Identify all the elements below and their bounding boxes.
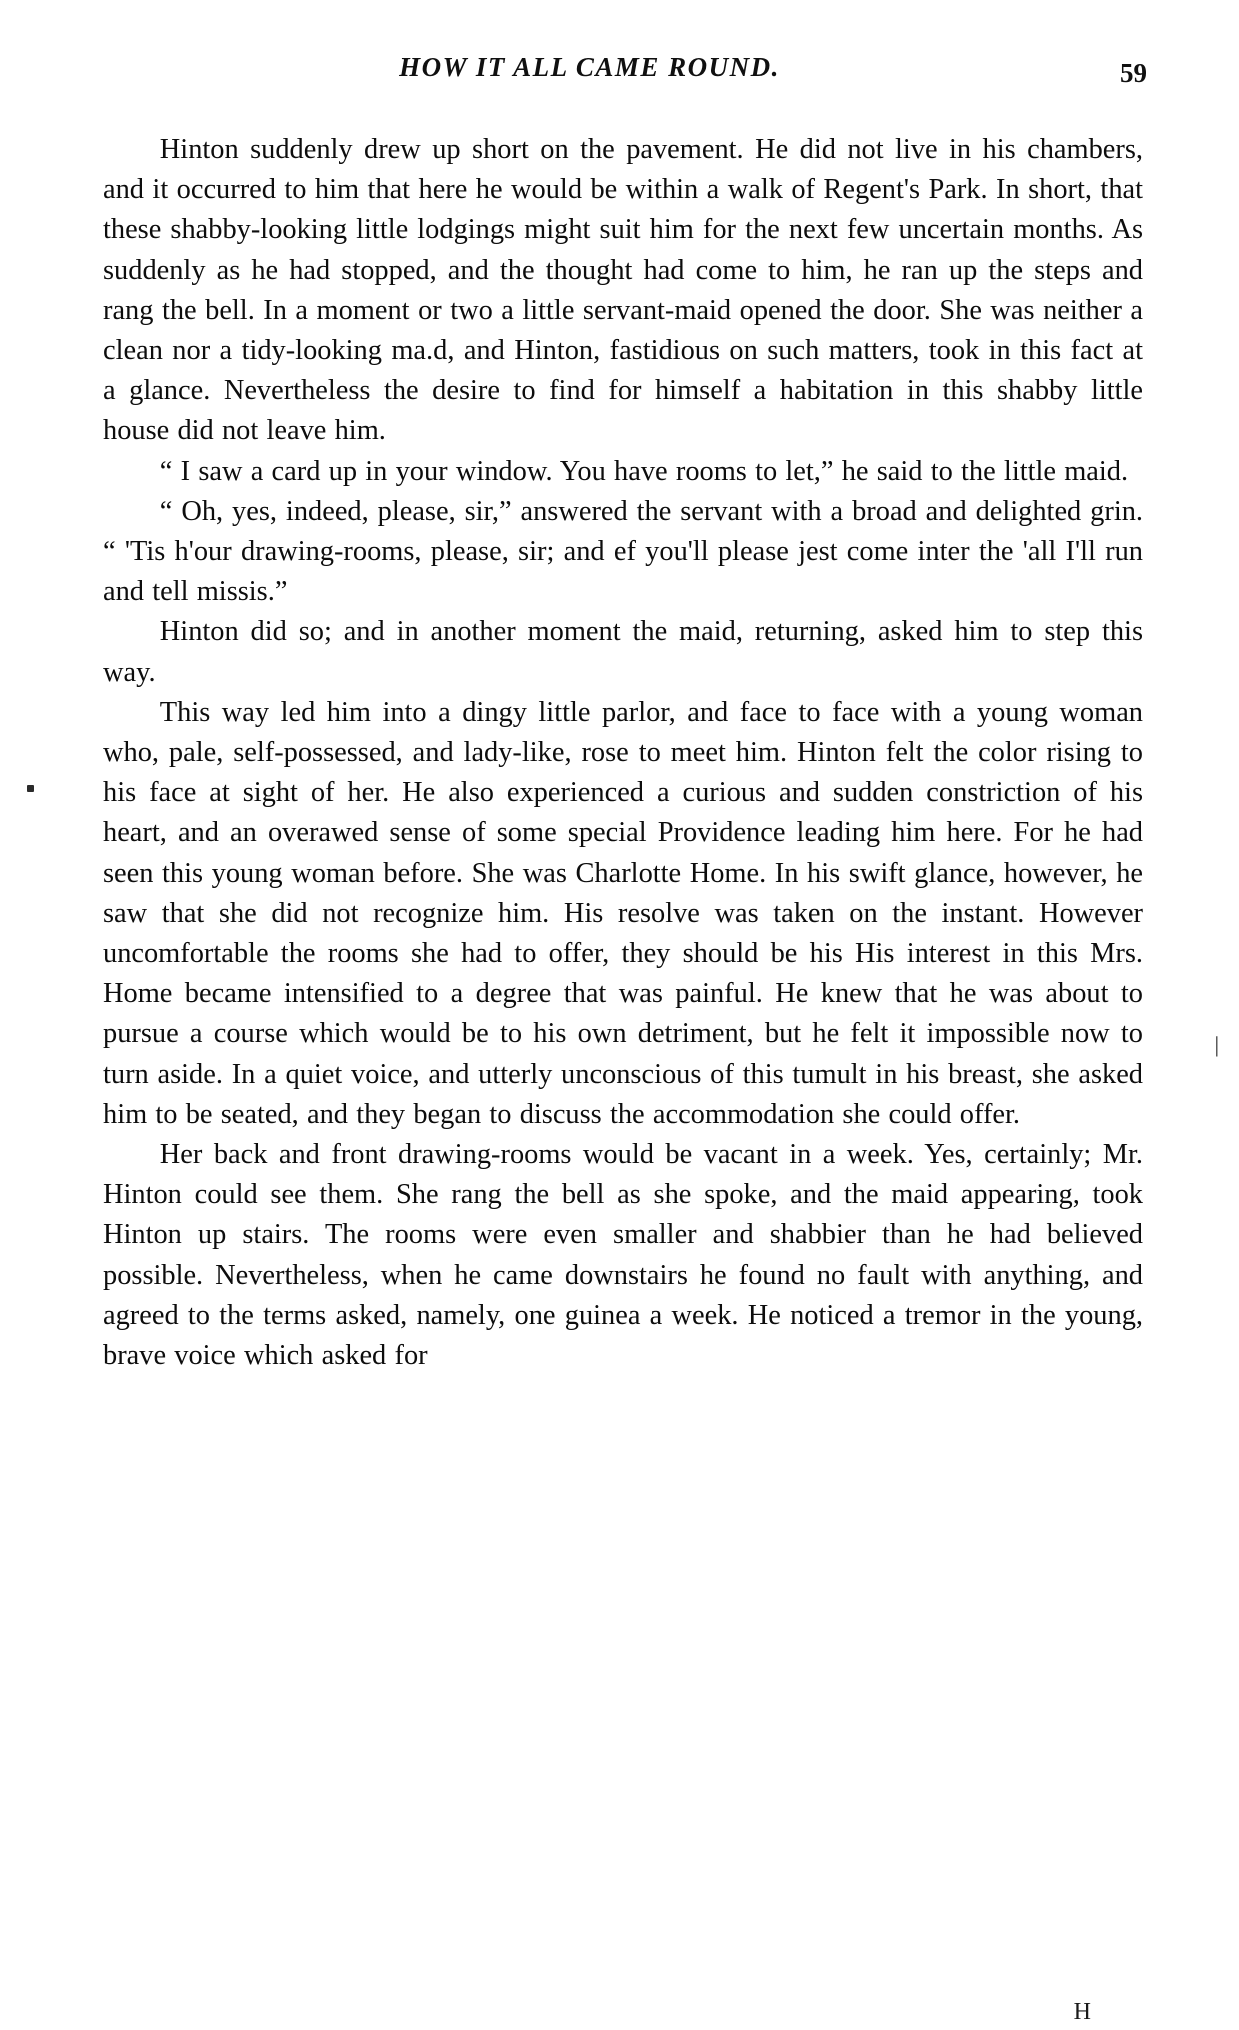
paragraph: This way led him into a dingy little parlor, and face to face with a young woman who, pale, self-possessed, and lady-like, rose to meet him. Hinton felt the color rising to his face at sight of her. He also experienced a curious and sudden constriction of his heart, and an overawed sense of some special Providence leading him here. For he had seen this young woman before. She was Charlotte Home. In his swift glance, however, he saw that she did not recognize him. His resolve was taken on the instant. However uncomfortable the rooms she had to offer, they should be his His interest in this Mrs. Home became intensified to a degree that was painful. He knew that he was about to pursue a course which would be to his own detriment, but he felt it impossible now to turn aside. In a quiet voice, and utterly unconscious of this tumult in his breast, she asked him to be seated, and they began to discuss the accommodation she could offer. bbox=[103, 696, 1143, 1130]
edge-ink-mark: | bbox=[1214, 1032, 1219, 1057]
running-title: HOW IT ALL CAME ROUND. bbox=[399, 52, 780, 82]
page-number: 59 bbox=[1120, 58, 1147, 88]
paragraph: Her back and front drawing-rooms would be vacant in a week. Yes, certainly; Mr. Hinton could see them. She rang the bell as she spoke, and the maid appearing, took Hinton up stairs. The rooms were even smaller and shabbier than he had believed possible. Nevertheless, when he came downstairs he found no fault with anything, and agreed to the terms asked, namely, one guinea a week. He noticed a tremor in the young, brave voice which asked for bbox=[103, 1139, 1143, 1372]
paragraph: “ Oh, yes, indeed, please, sir,” answered the servant with a broad and delighted grin. “ 'Tis h'our drawing-rooms, please, sir; and ef you'll please jest come inter the 'all I'll run and tell missis.” bbox=[103, 495, 1143, 608]
paragraph: “ I saw a card up in your window. You have rooms to let,” he said to the little maid. bbox=[159, 455, 1129, 487]
ink-speck bbox=[27, 785, 34, 792]
page-header bbox=[0, 52, 1239, 92]
paragraph: Hinton suddenly drew up short on the pavement. He did not live in his chambers, and it occurred to him that here he would be within a walk of Regent's Park. In short, that these shabby-looking little lodgings might suit him for the next few uncertain months. As suddenly as he had stopped, and the thought had come to him, he ran up the steps and rang the bell. In a moment or two a little servant-maid opened the door. She was neither a clean nor a tidy-looking ma.d, and Hinton, fastidious on such matters, took in this fact at a glance. Nevertheless the desire to find for himself a habitation in this shabby little house did not leave him. bbox=[103, 134, 1143, 447]
paragraph: Hinton did so; and in another moment the maid, returning, asked him to step this way. bbox=[103, 616, 1143, 688]
bottom-signature-mark: H bbox=[1073, 1999, 1091, 2025]
body-text bbox=[103, 130, 1143, 1376]
